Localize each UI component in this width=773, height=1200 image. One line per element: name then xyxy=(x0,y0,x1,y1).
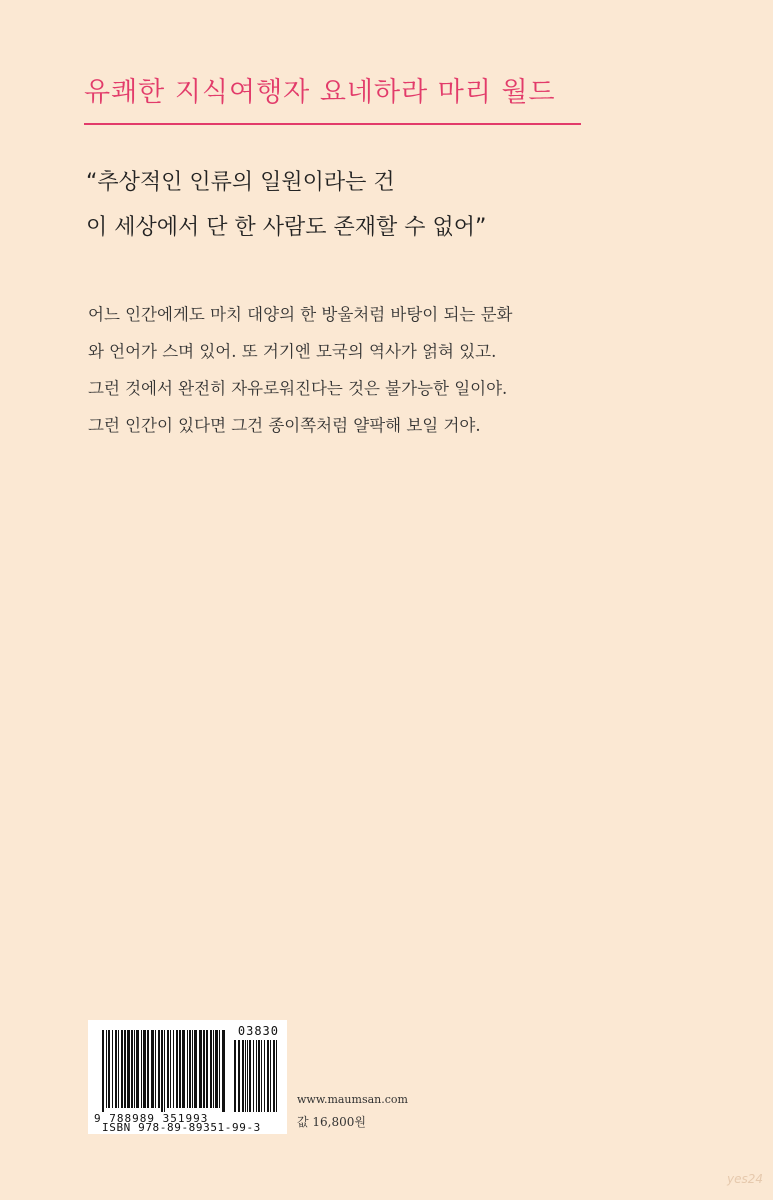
barcode-bar xyxy=(176,1030,178,1108)
barcode-addon-bar xyxy=(249,1040,251,1112)
barcode-addon-bar xyxy=(256,1040,257,1112)
barcode-bar xyxy=(182,1030,185,1108)
barcode-addon-bar xyxy=(261,1040,262,1112)
barcode-bars xyxy=(94,1026,282,1112)
barcode-bar xyxy=(206,1030,208,1108)
barcode-bar xyxy=(143,1030,146,1108)
price: 값 16,800원 xyxy=(297,1115,366,1129)
barcode-addon-bar xyxy=(273,1040,275,1112)
barcode-bar xyxy=(222,1030,225,1112)
quote xyxy=(86,160,486,250)
barcode-bar xyxy=(179,1030,181,1108)
body-line-4: 그런 인간이 있다면 그건 종이쪽처럼 얄팍해 보일 거야. xyxy=(88,416,481,435)
barcode-addon-bar xyxy=(264,1040,265,1112)
barcode-bar xyxy=(106,1030,107,1108)
barcode-bar xyxy=(136,1030,139,1108)
barcode-bar xyxy=(102,1030,104,1112)
barcode-bar xyxy=(124,1030,126,1108)
barcode-bar xyxy=(121,1030,123,1108)
barcode-addon-bar xyxy=(242,1040,244,1112)
barcode-bar xyxy=(147,1030,149,1108)
barcode-addon-bar xyxy=(267,1040,269,1112)
barcode-addon-bar xyxy=(245,1040,246,1112)
barcode-bar xyxy=(167,1030,169,1108)
barcode-bar xyxy=(131,1030,133,1108)
quote-line-1: “추상적인 인류의 일원이라는 건 xyxy=(86,170,395,195)
barcode-bar xyxy=(210,1030,212,1108)
barcode-bar xyxy=(173,1030,174,1108)
series-title: 유쾌한 지식여행자 요네하라 마리 월드 xyxy=(84,77,556,108)
body-line-1: 어느 인간에게도 마치 대양의 한 방울처럼 바탕이 되는 문화 xyxy=(88,305,513,324)
barcode-bar xyxy=(115,1030,117,1108)
barcode-bar xyxy=(170,1030,171,1108)
barcode-addon-bar xyxy=(258,1040,260,1112)
watermark-logo: yes24 xyxy=(726,1172,763,1186)
barcode-bar xyxy=(199,1030,202,1108)
publisher-website[interactable]: www.maumsan.com xyxy=(297,1093,408,1106)
body-line-3: 그런 것에서 완전히 자유로워진다는 것은 불가능한 일이야. xyxy=(88,379,508,398)
barcode-bar xyxy=(203,1030,205,1108)
barcode-addon-bar xyxy=(238,1040,240,1112)
barcode-bar xyxy=(164,1030,165,1112)
barcode-bar xyxy=(192,1030,193,1108)
isbn-text: ISBN 978-89-89351-99-3 xyxy=(102,1121,261,1134)
barcode-addon-bar xyxy=(270,1040,271,1112)
barcode-bar xyxy=(127,1030,130,1108)
barcode-number: 9 788989 351993 xyxy=(94,1112,209,1125)
barcode-bar xyxy=(118,1030,119,1108)
barcode-addon-bar xyxy=(234,1040,236,1112)
barcode-bar xyxy=(161,1030,163,1112)
barcode-addon-bar xyxy=(247,1040,248,1112)
barcode-bar xyxy=(213,1030,214,1108)
body-line-2: 와 언어가 스며 있어. 또 거기엔 모국의 역사가 얽혀 있고. xyxy=(88,342,497,361)
barcode-bar xyxy=(155,1030,156,1108)
barcode-bar xyxy=(187,1030,188,1108)
barcode-bar xyxy=(194,1030,197,1108)
series-title-rule xyxy=(84,123,581,125)
body-text xyxy=(88,296,513,444)
barcode-bar xyxy=(112,1030,113,1108)
barcode-addon-bar xyxy=(253,1040,254,1112)
barcode-bar xyxy=(158,1030,160,1108)
barcode-box xyxy=(88,1020,287,1134)
barcode-bar xyxy=(134,1030,135,1108)
barcode-bar xyxy=(219,1030,220,1108)
quote-line-2: 이 세상에서 단 한 사람도 존재할 수 없어” xyxy=(86,215,487,240)
barcode-bar xyxy=(141,1030,142,1108)
barcode-bar xyxy=(189,1030,191,1108)
barcode-add-on-code: 03830 xyxy=(237,1024,279,1038)
barcode-bar xyxy=(108,1030,110,1108)
barcode-bar xyxy=(215,1030,218,1108)
barcode-bar xyxy=(151,1030,154,1108)
barcode-addon-bar xyxy=(276,1040,277,1112)
